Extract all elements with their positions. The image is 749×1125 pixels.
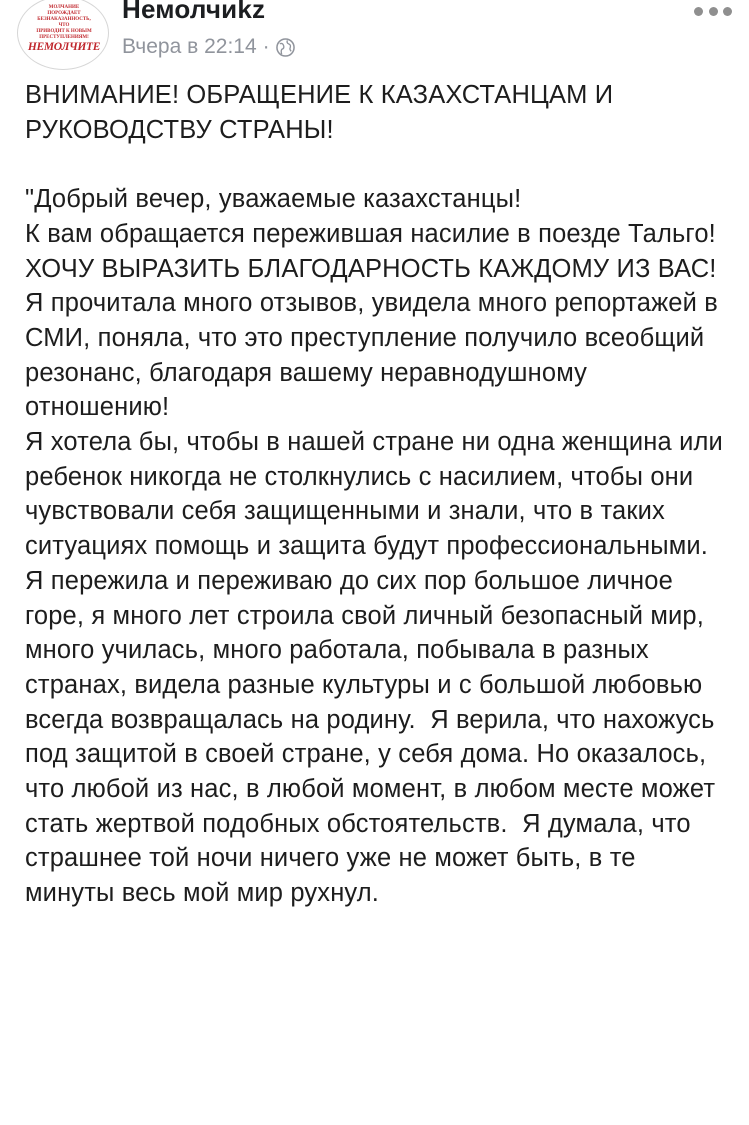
more-dot bbox=[709, 7, 718, 16]
avatar[interactable] bbox=[17, 0, 109, 70]
post-text: ВНИМАНИЕ! ОБРАЩЕНИЕ К КАЗАХСТАНЦАМ И РУКОВОДСТВУ СТРАНЫ! "Добрый вечер, уважаемые казахстанцы! К вам обращается пережившая насилие в поезде Тальго! ХОЧУ ВЫРАЗИТЬ БЛАГОДАРНОСТЬ КАЖДОМУ ИЗ ВАС! Я прочитала много отзывов, увидела много репортажей в СМИ, поняла, что это преступление получило всеобщий резонанс, благодаря вашему неравнодушному отношению! Я хотела бы, чтобы в нашей стране ни одна женщина или ребенок никогда не столкнулись с насилием, чтобы они чувствовали себя защищенными и знали, что в таких ситуациях помощь и защита будут профессиональными. Я пережила и переживаю до сих пор большое личное горе, я много лет строила свой личный безопасный мир, много училась, много работала, побывала в разных странах, видела разные культуры и с большой любовью всегда возвращалась на родину. Я верила, что нахожусь под защитой в своей стране, у себя дома. Но оказалось, что любой из нас, в любой момент, в любом месте может стать жертвой подобных обстоятельств. Я думала, что страшнее той ночи ничего уже не может быть, в те минуты весь мой мир рухнул. bbox=[25, 81, 723, 908]
meta-separator: · bbox=[262, 35, 270, 58]
avatar-brand: НЕМОЛЧИТЕ bbox=[27, 41, 101, 53]
more-options-icon[interactable] bbox=[694, 4, 732, 18]
avatar-slogan: МОЛЧАНИЕ ПОРОЖДАЕТ БЕЗНАКАЗАННОСТЬ, ЧТО ПРИВОДИТ К НОВЫМ ПРЕСТУПЛЕНИЯМ! bbox=[36, 5, 92, 40]
post-meta bbox=[122, 34, 295, 60]
more-dot bbox=[723, 7, 732, 16]
timestamp-link[interactable]: Вчера в 22:14 bbox=[122, 35, 257, 58]
more-dot bbox=[694, 7, 703, 16]
post-header bbox=[0, 0, 749, 74]
globe-icon[interactable] bbox=[276, 38, 295, 57]
page-name-link[interactable]: Немолчиkz bbox=[122, 0, 266, 24]
